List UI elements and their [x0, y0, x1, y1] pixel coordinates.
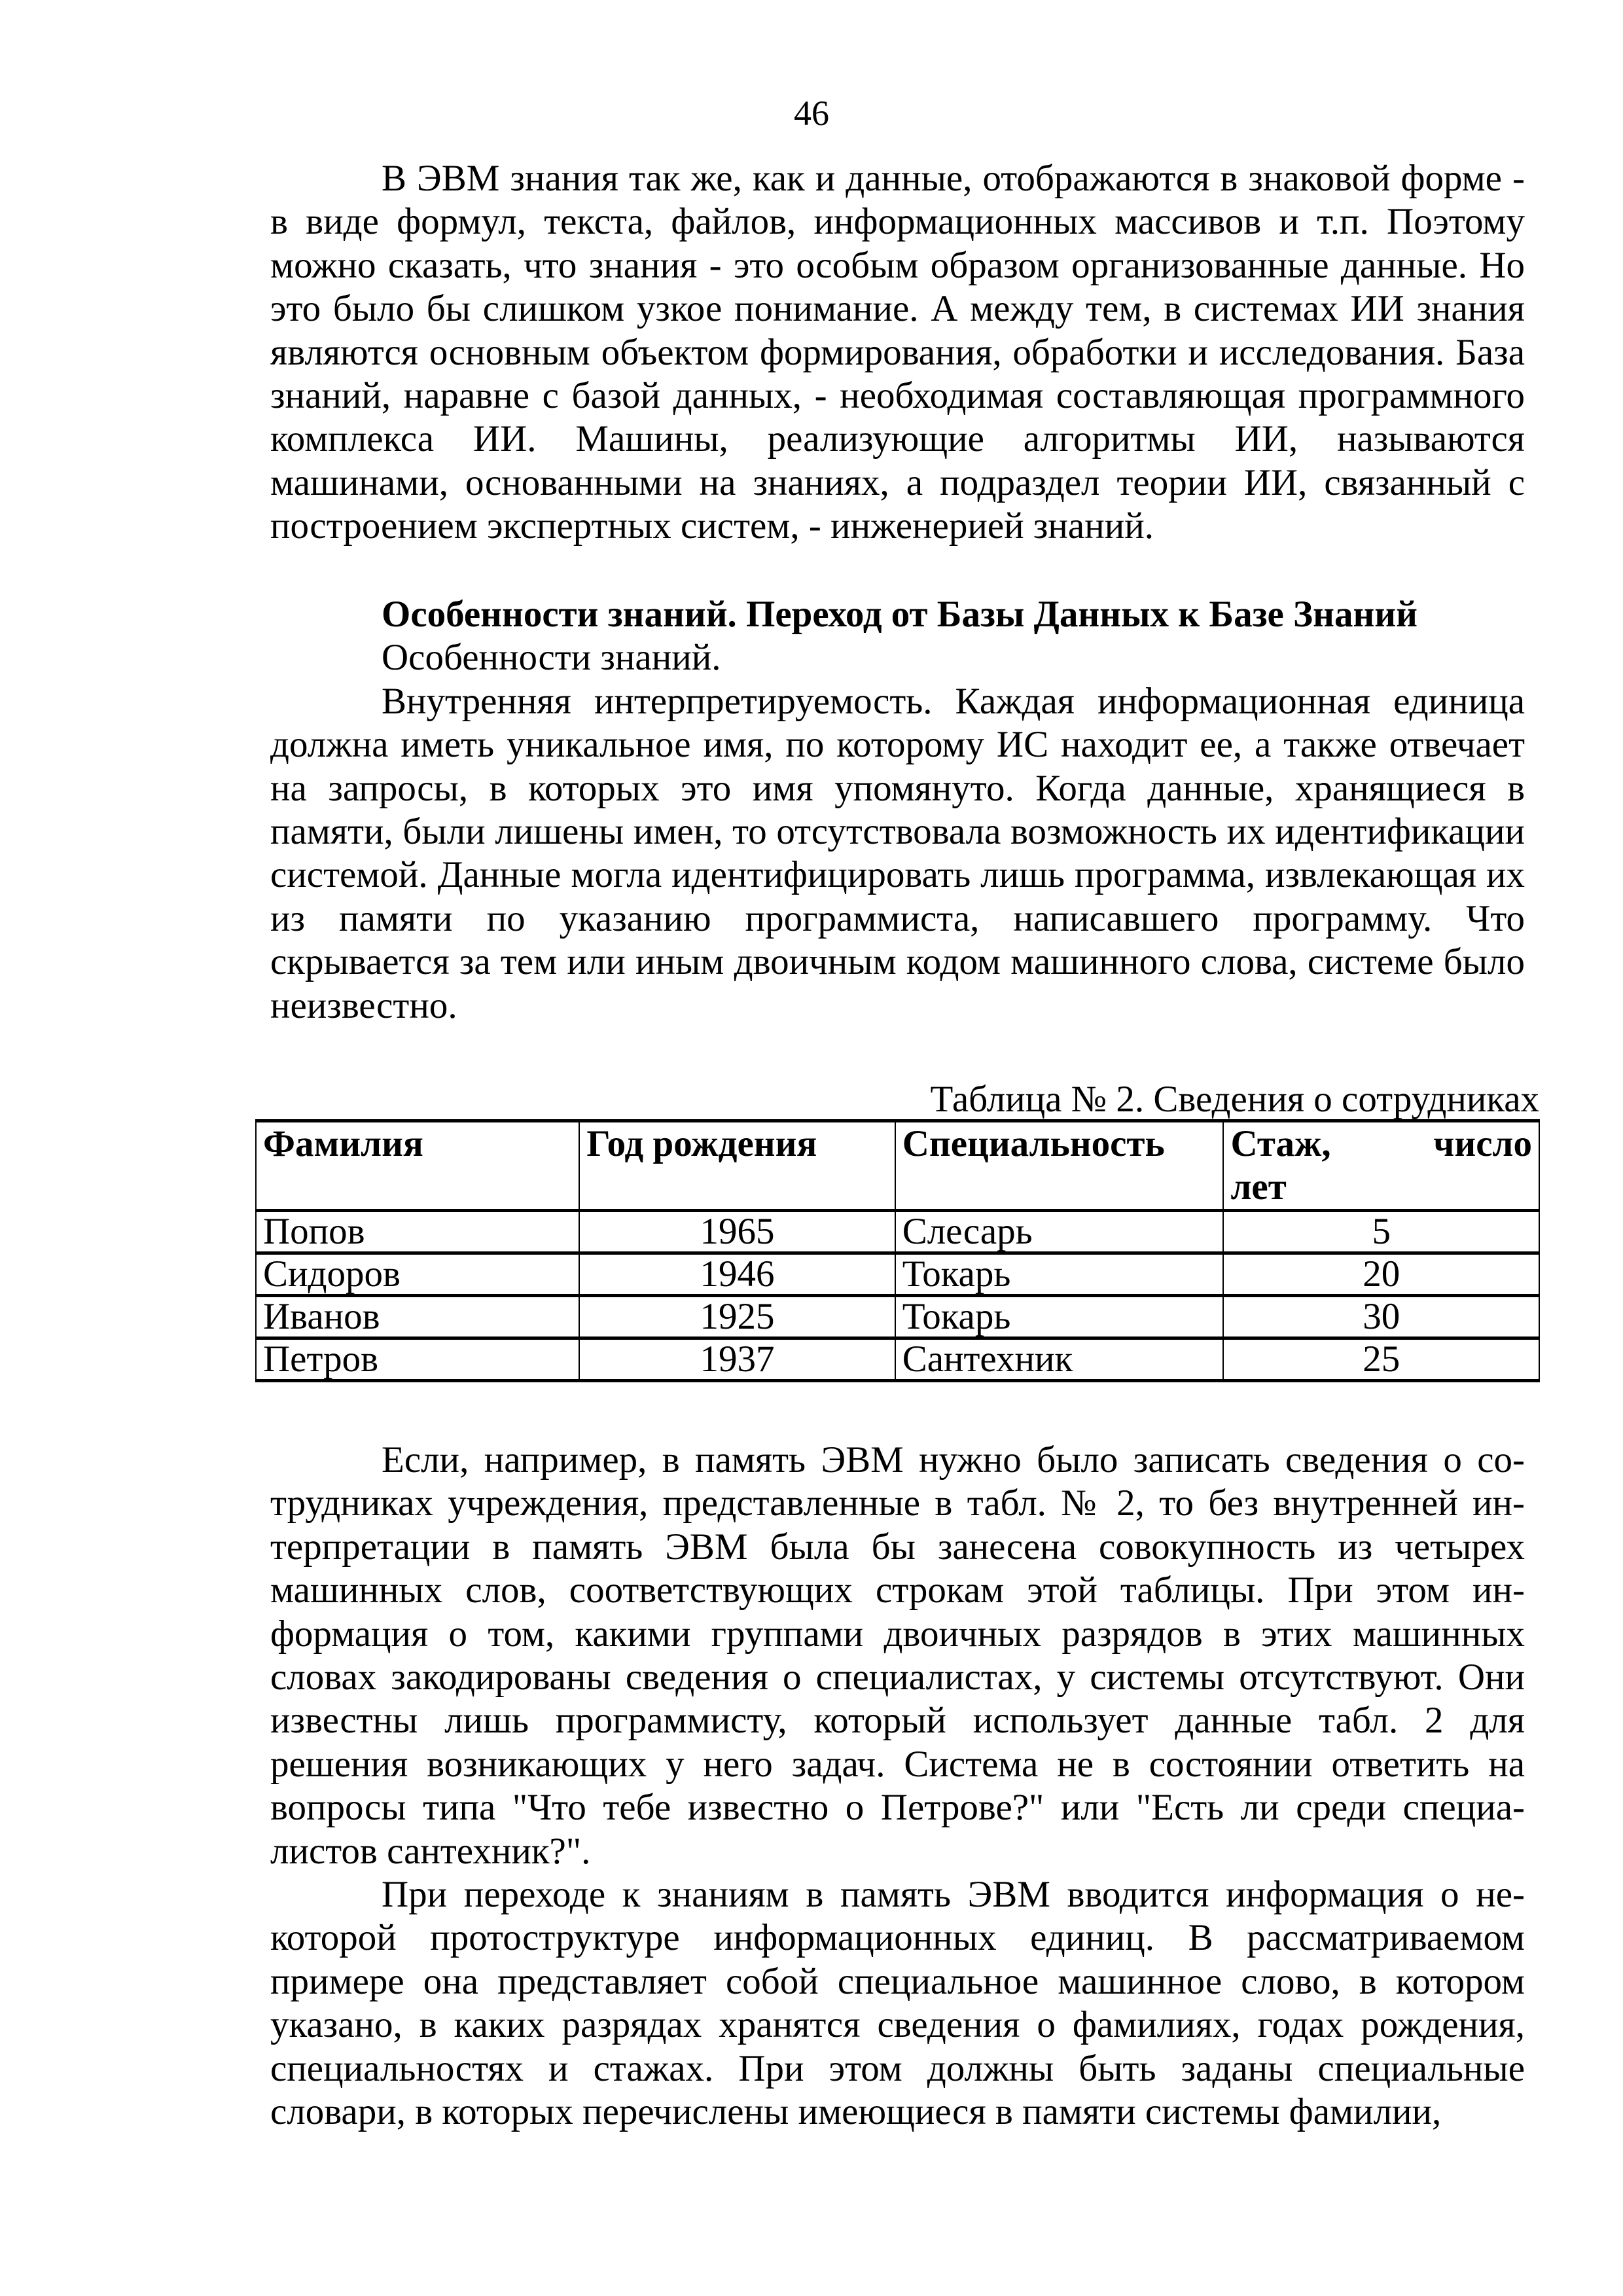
cell-experience: 25	[1223, 1338, 1539, 1381]
cell-surname: Сидоров	[256, 1253, 579, 1296]
table-row	[256, 1253, 1539, 1296]
section-subheading: Особенности знаний.	[382, 637, 721, 679]
table-row	[256, 1211, 1539, 1253]
section-heading: Особенности знаний. Переход от Базы Данных к Базе Знаний	[382, 594, 1418, 635]
cell-surname: Попов	[256, 1211, 579, 1253]
header-experience-word3: лет	[1230, 1166, 1287, 1208]
interpretation-section	[270, 1439, 1525, 2134]
intro-paragraph: В ЭВМ знания так же, как и данные, отображаются в знаковой форме - в виде формул, текста, файлов, информационных массивов и т.п. Поэтому можно сказать, что знания - это особым образом организованные данные. Но это было бы слишком узкое понимание. А между тем, в системах ИИ знания являются основным объектом формирования, обработки и исследования. База знаний, наравне с базой данных, - необходимая составляющая программного комплекса ИИ. Машины, реализующие алгоритмы ИИ, называются машинами, основанными на знаниях, а подраздел теории ИИ, связанный с построением экспертных систем, - инженерией знаний.	[270, 158, 1525, 547]
cell-surname: Петров	[256, 1338, 579, 1381]
table-header-row	[256, 1121, 1539, 1211]
header-experience-word1: Стаж,	[1230, 1123, 1331, 1164]
intro-section	[270, 157, 1525, 548]
header-specialty: Специальность	[895, 1121, 1224, 1211]
interpretation-paragraph-2: При переходе к знаниям в память ЭВМ вводится информация о некоторой протоструктуре информационных единиц. В рассматриваемом примере она представляет собой специальное машинное слово, в котором указано, в каких разрядах хранятся сведения о фамилиях, годах рождения, специальностях и стажах. При этом должны быть заданы специальные словари, в которых перечислены имеющиеся в памяти системы фамилии,	[270, 1874, 1525, 2133]
cell-birth-year: 1925	[579, 1296, 895, 1338]
cell-birth-year: 1946	[579, 1253, 895, 1296]
table-row	[256, 1338, 1539, 1381]
cell-surname: Иванов	[256, 1296, 579, 1338]
cell-experience: 30	[1223, 1296, 1539, 1338]
interpretation-paragraph-1: Если, например, в память ЭВМ нужно было записать сведения о сотрудниках учреждения, представленные в табл. № 2, то без внутренней интерпретации в память ЭВМ была бы занесена совокупность из четырех машинных слов, соответствующих строкам этой таблицы. При этом информация о том, какими группами двоичных разрядов в этих машинных словах закодированы сведения о специалистах, у системы отсутствуют. Они известны лишь программисту, который использует данные табл. 2 для решения возникающих у него задач. Система не в состоянии ответить на вопросы типа "Что тебе известно о Петрове?" или "Есть ли среди специалистов сантехник?".	[270, 1439, 1525, 1872]
header-surname: Фамилия	[256, 1121, 579, 1211]
header-experience	[1223, 1121, 1539, 1211]
knowledge-features-section	[270, 593, 1525, 1028]
cell-experience: 5	[1223, 1211, 1539, 1253]
cell-specialty: Сантехник	[895, 1338, 1224, 1381]
header-birth-year: Год рождения	[579, 1121, 895, 1211]
employees-table	[255, 1119, 1540, 1382]
cell-birth-year: 1965	[579, 1211, 895, 1253]
cell-specialty: Токарь	[895, 1296, 1224, 1338]
table-caption: Таблица № 2. Сведения о сотрудниках	[930, 1079, 1539, 1120]
cell-specialty: Слесарь	[895, 1211, 1224, 1253]
interpretability-paragraph: Внутренняя интерпретируемость. Каждая информационная единица должна иметь уникальное имя, по которому ИС находит ее, а также отвечает на запросы, в которых это имя упомянуто. Когда данные, хранящиеся в памяти, были лишены имен, то отсутствовала возможность их идентификации системой. Данные могла идентифицировать лишь программа, извлекающая их из памяти по указанию программиста, написавшего программу. Что скрывается за тем или иным двоичным кодом машинного слова, системе было неизвестно.	[270, 680, 1525, 1026]
cell-specialty: Токарь	[895, 1253, 1224, 1296]
cell-birth-year: 1937	[579, 1338, 895, 1381]
table-row	[256, 1296, 1539, 1338]
cell-experience: 20	[1223, 1253, 1539, 1296]
header-experience-word2: число	[1433, 1123, 1532, 1164]
page-number: 46	[794, 94, 829, 133]
